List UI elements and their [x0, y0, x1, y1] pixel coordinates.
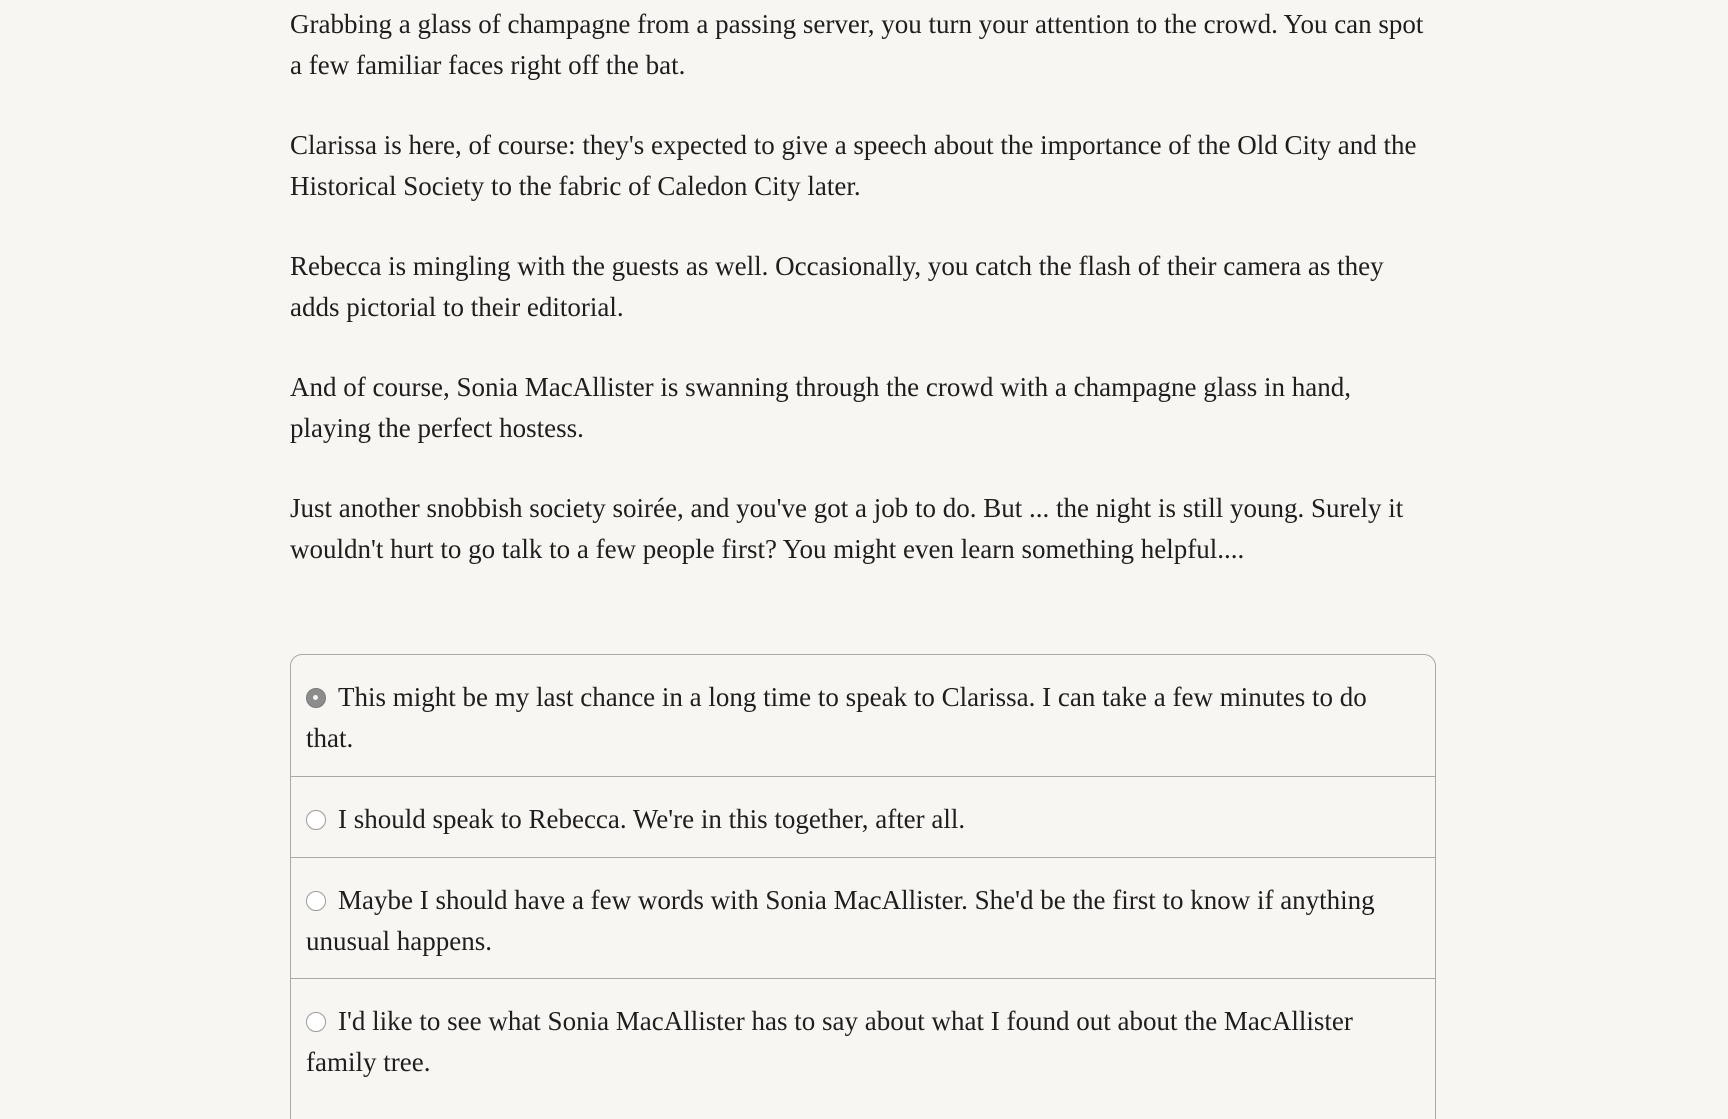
choice-label: I should speak to Rebecca. We're in this together, after all.	[338, 804, 966, 834]
story-paragraph: Grabbing a glass of champagne from a passing server, you turn your attention to the crowd. You can spot a few familiar faces right off the bat.	[290, 9, 1424, 80]
story-paragraph: Rebecca is mingling with the guests as well. Occasionally, you catch the flash of their camera as they adds pictorial to their editorial.	[290, 251, 1384, 322]
choice-label: This might be my last chance in a long time to speak to Clarissa. I can take a few minutes to do that.	[306, 682, 1367, 753]
story-paragraph: Clarissa is here, of course: they's expected to give a speech about the importance of the Old City and the Historical Society to the fabric of Caledon City later.	[290, 130, 1417, 201]
choice-label: I'd like to see what Sonia MacAllister has to say about what I found out about the MacAllister family tree.	[306, 1006, 1353, 1077]
radio-unselected-icon[interactable]	[306, 810, 326, 830]
radio-selected-icon[interactable]	[306, 688, 326, 708]
choice-option-sonia[interactable]	[291, 858, 1435, 979]
choice-option-family-tree[interactable]	[291, 979, 1435, 1119]
story-paragraph: And of course, Sonia MacAllister is swanning through the crowd with a champagne glass in hand, playing the perfect hostess.	[290, 372, 1352, 443]
choice-option-clarissa[interactable]	[291, 655, 1435, 777]
radio-unselected-icon[interactable]	[306, 891, 326, 911]
radio-unselected-icon[interactable]	[306, 1012, 326, 1032]
story-paragraph: Just another snobbish society soirée, and you've got a job to do. But ... the night is still young. Surely it wouldn't hurt to go talk to a few people first? You might even learn something helpful....	[290, 493, 1404, 564]
choice-option-rebecca[interactable]	[291, 777, 1435, 858]
choice-label: Maybe I should have a few words with Sonia MacAllister. She'd be the first to know if anything unusual happens.	[306, 885, 1375, 956]
choice-list	[290, 654, 1436, 1119]
